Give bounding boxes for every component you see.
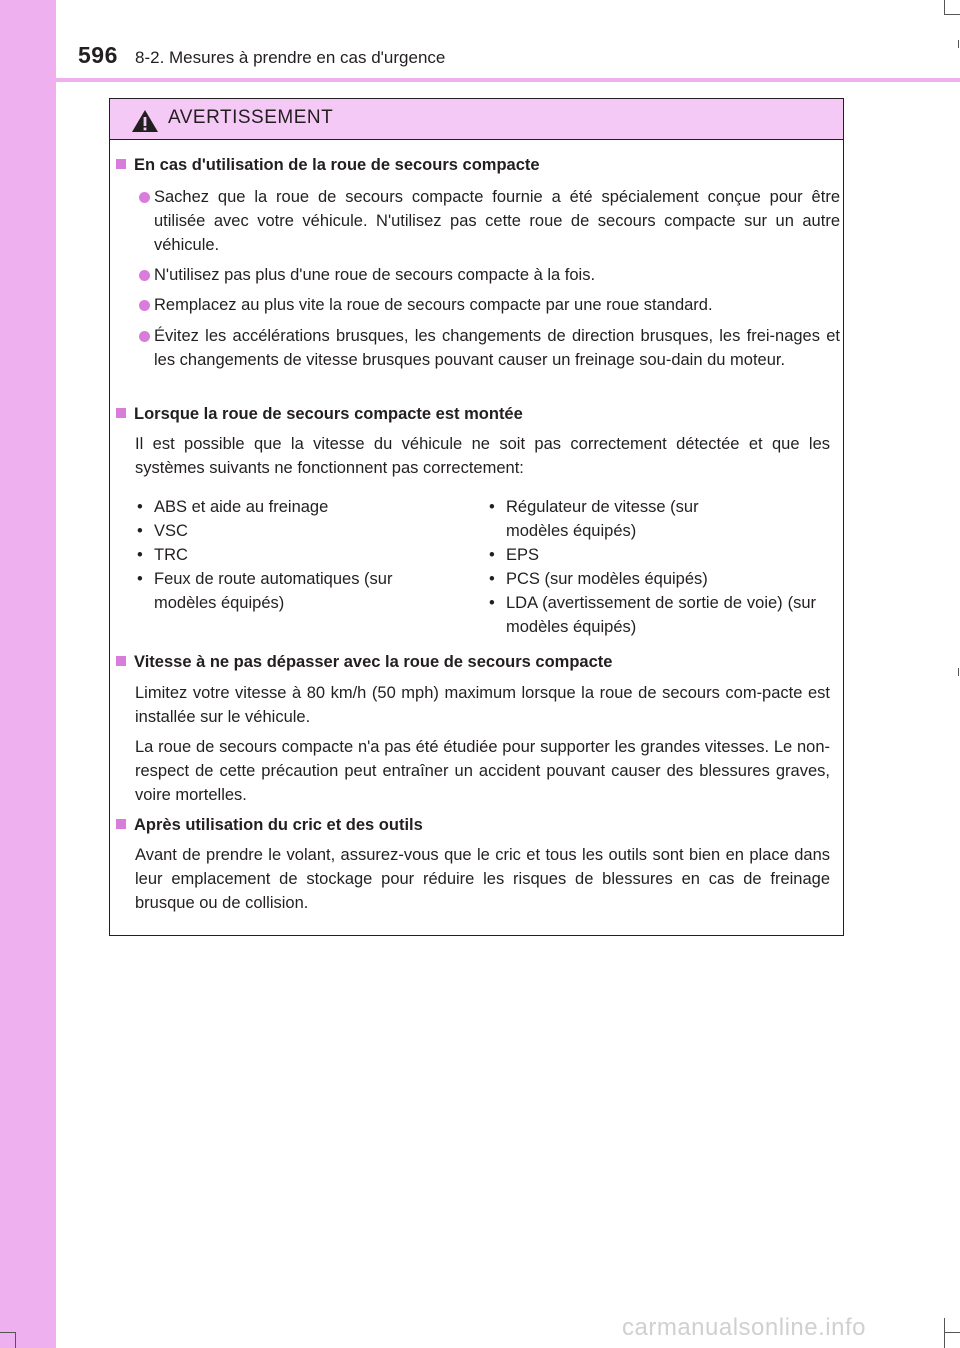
page-number: 596 bbox=[78, 42, 118, 68]
round-bullet-icon bbox=[139, 300, 150, 311]
square-bullet-icon bbox=[116, 408, 126, 418]
square-bullet-icon bbox=[116, 656, 126, 666]
list-item: • VSC bbox=[134, 519, 444, 543]
crop-mark bbox=[958, 668, 959, 676]
paragraph: Avant de prendre le volant, assurez-vous que le cric et tous les outils sont bien en place dans leur emplacement de stockage pour réduire les risques de blessures en cas de freinage brusque ou de collision. bbox=[135, 846, 830, 912]
section-heading: Lorsque la roue de secours compacte est montée bbox=[116, 405, 523, 424]
list-item: • EPS bbox=[486, 543, 816, 567]
list-item: • Régulateur de vitesse (sur modèles équipés) bbox=[486, 495, 706, 543]
bullet-item: N'utilisez pas plus d'une roue de secours compacte à la fois. bbox=[134, 263, 840, 287]
paragraph: La roue de secours compacte n'a pas été étudiée pour supporter les grandes vitesses. Le non-respect de cette précaution peut entraîner un accident pouvant causer des blessures graves, voire mortelles. bbox=[135, 738, 830, 804]
list-item: • LDA (avertissement de sortie de voie) (sur modèles équipés) bbox=[486, 591, 816, 639]
list-item: • ABS et aide au freinage bbox=[134, 495, 444, 519]
warning-box bbox=[109, 98, 844, 936]
paragraph: Limitez votre vitesse à 80 km/h (50 mph) maximum lorsque la roue de secours com-pacte est installée sur le véhicule. bbox=[135, 684, 830, 726]
list-item: • PCS (sur modèles équipés) bbox=[486, 567, 816, 591]
header-rule bbox=[56, 78, 960, 82]
bullet-item: Remplacez au plus vite la roue de secours compacte par une roue standard. bbox=[134, 293, 840, 317]
paragraph: Il est possible que la vitesse du véhicule ne soit pas correctement détectée et que les systèmes suivants ne fonctionnent pas correctement: bbox=[135, 435, 830, 477]
warning-title: AVERTISSEMENT bbox=[168, 107, 334, 128]
section-heading: Après utilisation du cric et des outils bbox=[116, 816, 423, 835]
section-title: 8-2. Mesures à prendre en cas d'urgence bbox=[135, 48, 446, 67]
crop-mark bbox=[944, 14, 960, 15]
crop-mark bbox=[944, 1332, 960, 1333]
system-list-left bbox=[134, 495, 444, 615]
warning-header bbox=[110, 99, 843, 140]
crop-mark bbox=[0, 1332, 16, 1333]
system-list-right bbox=[486, 495, 816, 639]
crop-mark bbox=[958, 40, 959, 48]
list-item: • TRC bbox=[134, 543, 444, 567]
bullet-item: Évitez les accélérations brusques, les changements de direction brusques, les frei-nages et les changements de vitesse brusques pouvant causer un freinage sou-dain du moteur. bbox=[134, 324, 840, 372]
bullet-item: Sachez que la roue de secours compacte fournie a été spécialement conçue pour être utilisée avec votre véhicule. N'utilisez pas cette roue de secours compacte sur un autre véhicule. bbox=[134, 185, 840, 257]
list-item: • Feux de route automatiques (sur modèles équipés) bbox=[134, 567, 394, 615]
round-bullet-icon bbox=[139, 270, 150, 281]
square-bullet-icon bbox=[116, 819, 126, 829]
round-bullet-icon bbox=[139, 331, 150, 342]
square-bullet-icon bbox=[116, 159, 126, 169]
warning-triangle-icon bbox=[131, 109, 159, 133]
crop-mark bbox=[944, 1318, 945, 1348]
round-bullet-icon bbox=[139, 192, 150, 203]
section-heading: En cas d'utilisation de la roue de secours compacte bbox=[116, 156, 540, 175]
side-color-bar bbox=[0, 0, 56, 1348]
section-heading: Vitesse à ne pas dépasser avec la roue de secours compacte bbox=[116, 653, 612, 672]
crop-mark bbox=[15, 1332, 16, 1348]
crop-mark bbox=[944, 0, 945, 14]
watermark: carmanualsonline.info bbox=[622, 1314, 866, 1341]
